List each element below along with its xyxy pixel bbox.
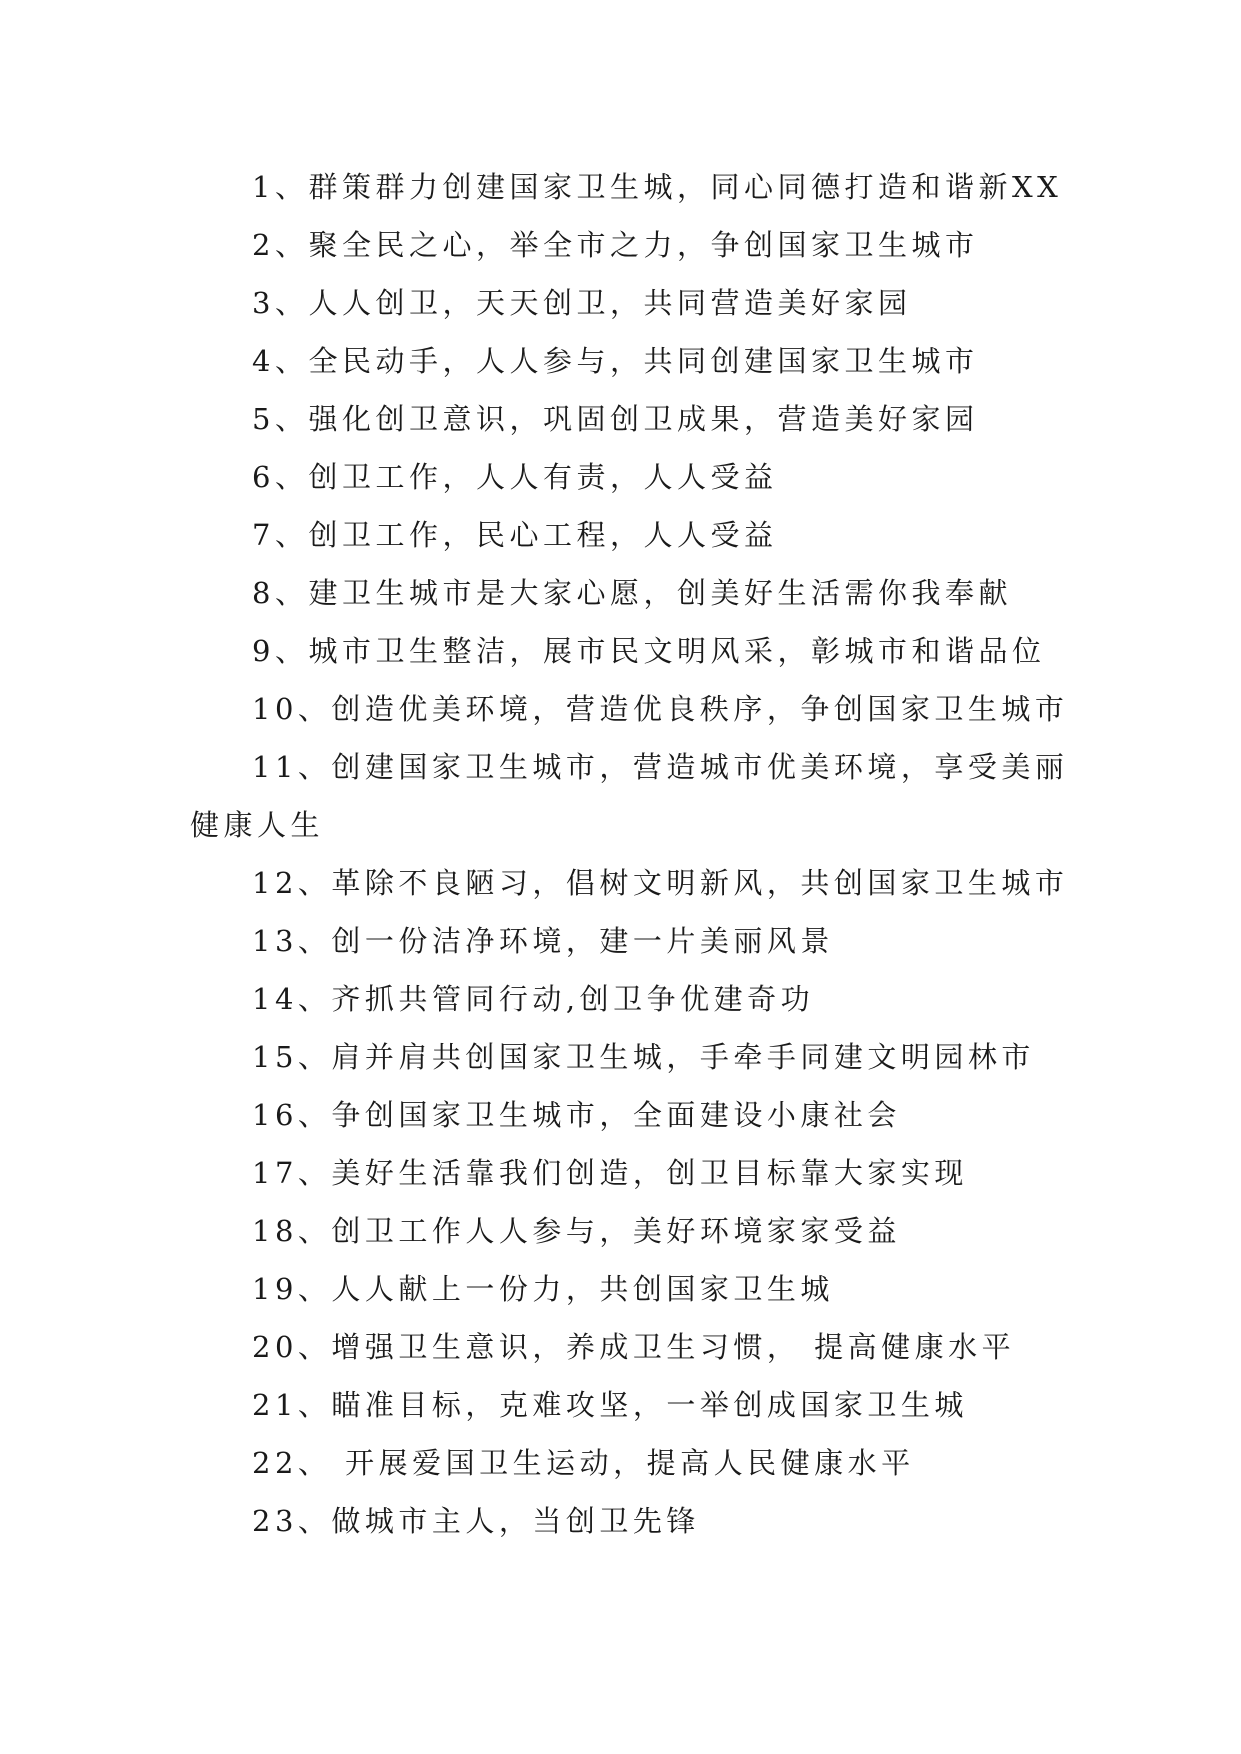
slogan-line-10: 10、创造优美环境，营造优良秩序，争创国家卫生城市	[252, 692, 1069, 726]
slogan-line-11: 11、创建国家卫生城市，营造城市优美环境，享受美丽	[252, 750, 1069, 784]
slogan-line-13: 13、创一份洁净环境，建一片美丽风景	[252, 924, 834, 958]
slogan-line-17: 17、美好生活靠我们创造，创卫目标靠大家实现	[252, 1156, 968, 1190]
slogan-line-14: 14、齐抓共管同行动,创卫争优建奇功	[252, 982, 815, 1016]
slogan-line-2: 2、聚全民之心，举全市之力，争创国家卫生城市	[252, 228, 979, 262]
slogan-line-19: 19、人人献上一份力，共创国家卫生城	[252, 1272, 834, 1306]
slogan-line-18: 18、创卫工作人人参与，美好环境家家受益	[252, 1214, 901, 1248]
slogan-line-5: 5、强化创卫意识，巩固创卫成果，营造美好家园	[252, 402, 979, 436]
slogan-line-20: 20、增强卫生意识，养成卫生习惯， 提高健康水平	[252, 1330, 1016, 1364]
slogan-line-21: 21、瞄准目标，克难攻坚，一举创成国家卫生城	[252, 1388, 968, 1422]
slogan-line-4: 4、全民动手，人人参与，共同创建国家卫生城市	[252, 344, 979, 378]
slogan-line-12: 12、革除不良陋习，倡树文明新风，共创国家卫生城市	[252, 866, 1069, 900]
slogan-line-16: 16、争创国家卫生城市，全面建设小康社会	[252, 1098, 901, 1132]
slogan-line-6: 6、创卫工作，人人有责，人人受益	[252, 460, 778, 494]
slogan-line-9: 9、城市卫生整洁，展市民文明风采，彰城市和谐品位	[252, 634, 1046, 668]
slogan-line-11-continued: 健康人生	[190, 808, 325, 842]
slogan-line-23: 23、做城市主人，当创卫先锋	[252, 1504, 700, 1538]
slogan-line-3: 3、人人创卫，天天创卫，共同营造美好家园	[252, 286, 912, 320]
slogan-list	[190, 158, 1069, 1550]
slogan-line-22: 22、 开展爱国卫生运动，提高人民健康水平	[252, 1446, 915, 1480]
slogan-line-7: 7、创卫工作，民心工程，人人受益	[252, 518, 778, 552]
slogan-line-8: 8、建卫生城市是大家心愿，创美好生活需你我奉献	[252, 576, 1012, 610]
slogan-line-15: 15、肩并肩共创国家卫生城，手牵手同建文明园林市	[252, 1040, 1035, 1074]
slogan-line-1: 1、群策群力创建国家卫生城，同心同德打造和谐新XX	[252, 170, 1063, 204]
